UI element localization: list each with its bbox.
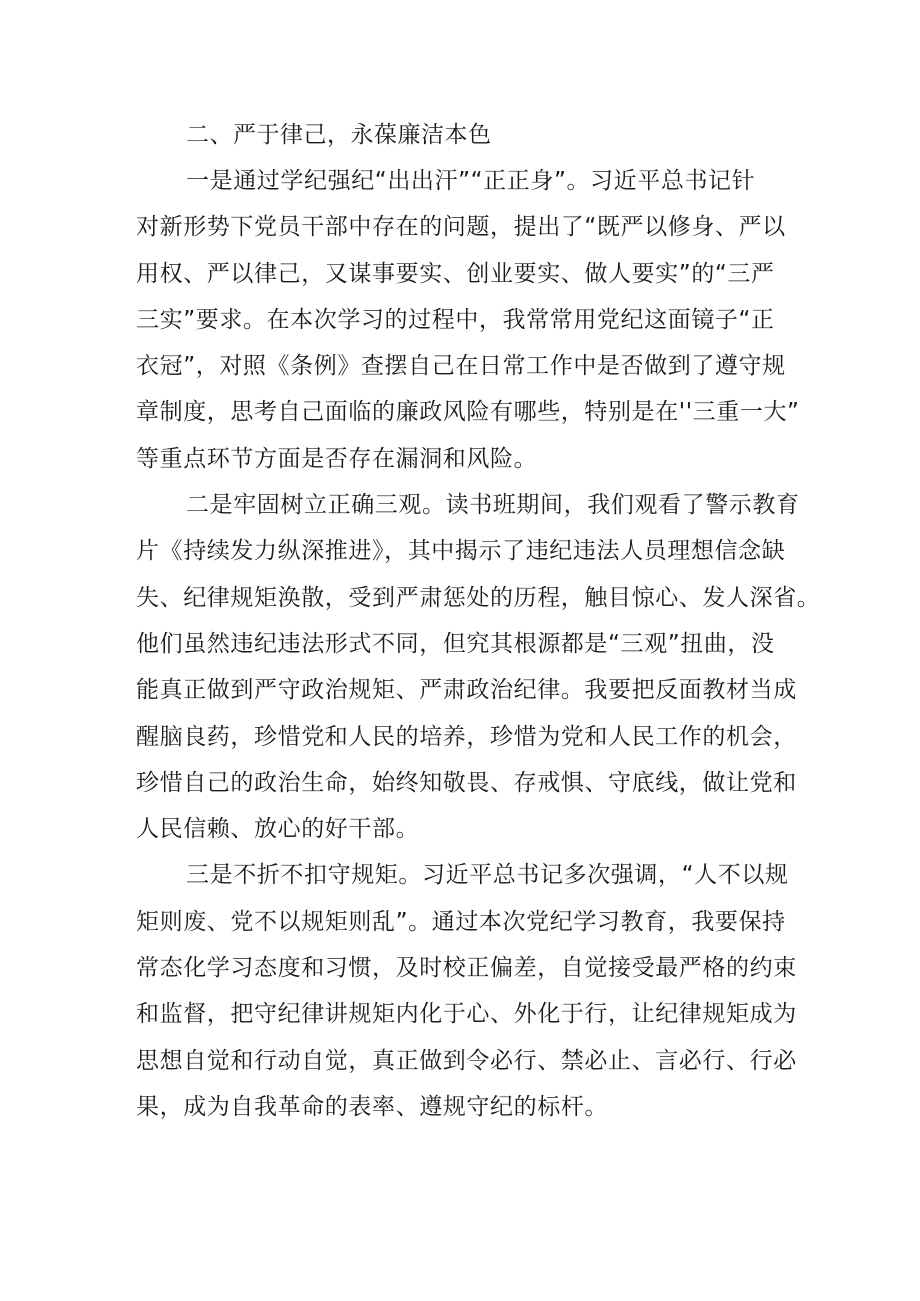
paragraph-line: 衣冠”，对照《条例》查摆自己在日常工作中是否做到了遵守规: [136, 353, 786, 380]
paragraph-3: [136, 852, 797, 1130]
paragraph-line: 三实”要求。在本次学习的过程中，我常常用党纪这面镜子“正: [136, 306, 775, 333]
paragraph-line: 醒脑良药，珍惜党和人民的培养，珍惜为党和人民工作的机会，: [136, 723, 797, 750]
paragraph-line: 二是牢固树立正确三观。读书班期间，我们观看了警示教育: [186, 492, 800, 519]
paragraph-line: 片《持续发力纵深推进》，其中揭示了违纪违法人员理想信念缺: [136, 538, 786, 565]
paragraph-line: 失、纪律规矩涣散，受到严肃惩处的历程，触目惊心、发人深省。: [136, 584, 821, 611]
document-body: [136, 112, 821, 1130]
paragraph-line: 对新形势下党员干部中存在的问题，提出了“既严以修身、严以: [136, 214, 786, 241]
paragraph-line: 一是通过学纪强纪“出出汗”“正正身”。习近平总书记针: [186, 168, 756, 194]
paragraph-line: 等重点环节方面是否存在漏洞和风险。: [136, 445, 538, 472]
paragraph-line: 能真正做到严守政治规矩、严肃政治纪律。我要把反面教材当成: [136, 677, 797, 704]
paragraph-line: 他们虽然违纪违法形式不同，但究其根源都是“三观”扭曲，没: [136, 630, 775, 657]
paragraph-line: 果，成为自我革命的表率、遵规守纪的标杆。: [136, 1093, 608, 1120]
paragraph-line: 人民信赖、放心的好干部。: [136, 816, 420, 843]
section-heading: 二、严于律己，永葆廉洁本色: [186, 122, 492, 148]
paragraph-line: 思想自觉和行动自觉，真正做到令必行、禁必止、言必行、行必: [136, 1047, 797, 1074]
paragraph-line: 和监督，把守纪律讲规矩内化于心、外化于行，让纪律规矩成为: [136, 1001, 797, 1028]
paragraph-line: 珍惜自己的政治生命，始终知敬畏、存戒惧、守底线，做让党和: [136, 769, 797, 796]
paragraph-line: 矩则废、党不以规矩则乱”。通过本次党纪学习教育，我要保持: [136, 908, 786, 935]
paragraph-1: [136, 158, 800, 482]
paragraph-line: 三是不折不扣守规矩。习近平总书记多次强调，“人不以规: [186, 862, 789, 889]
paragraph-line: 章制度，思考自己面临的廉政风险有哪些，特别是在''三重一大”: [136, 399, 800, 426]
paragraph-line: 用权、严以律己，又谋事要实、创业要实、做人要实”的“三严: [136, 260, 775, 287]
paragraph-line: 常态化学习态度和习惯，及时校正偏差，自觉接受最严格的约束: [136, 955, 797, 982]
paragraph-2: [136, 482, 821, 852]
